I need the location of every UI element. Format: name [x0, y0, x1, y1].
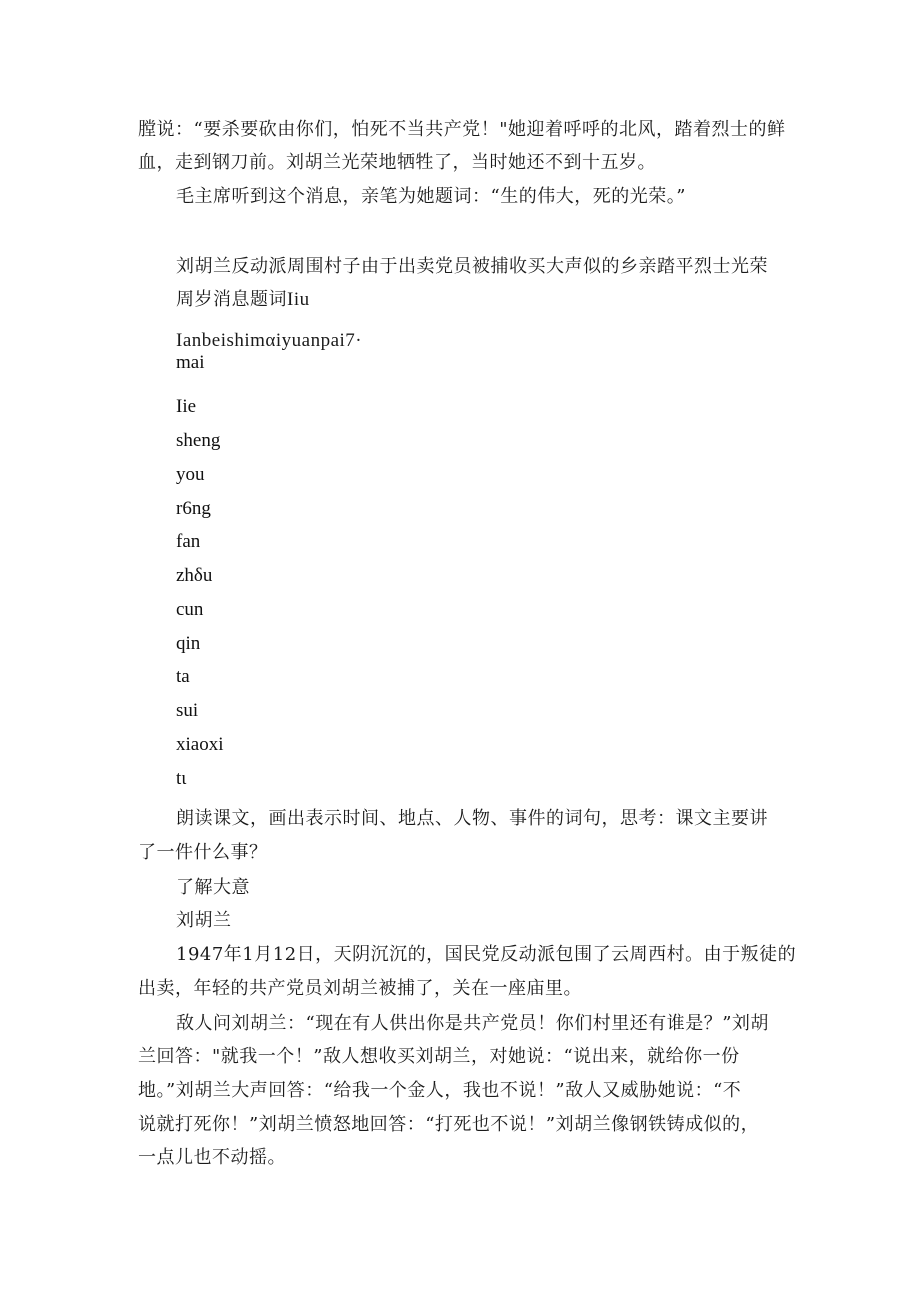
story-line: 说就打死你！”刘胡兰愤怒地回答：“打死也不说！”刘胡兰像钢铁铸成似的， — [138, 1114, 760, 1135]
pinyin-item: cun — [176, 599, 204, 620]
vocab-pinyin-fragment: Iiu — [287, 289, 310, 310]
vocab-words-line: 刘胡兰反动派周围村子由于出卖党员被捕收买大声似的乡亲踏平烈士光荣 — [176, 256, 768, 277]
pinyin-item: xiaoxi — [176, 734, 224, 755]
vocab-words-text: 周岁消息题词 — [176, 289, 287, 310]
paragraph-line: 膛说：“要杀要砍由你们，怕死不当共产党！"她迎着呼呼的北风，踏着烈士的鲜 — [138, 119, 786, 140]
pinyin-item: ta — [176, 666, 190, 687]
pinyin-item: sui — [176, 700, 199, 721]
pinyin-item: qin — [176, 633, 201, 654]
paragraph-line: 毛主席听到这个消息，亲笔为她题词：“生的伟大，死的光荣。” — [176, 186, 686, 207]
vocab-words-line — [176, 288, 310, 312]
story-line: 地。”刘胡兰大声回答：“给我一个金人，我也不说！”敌人又威胁她说：“不 — [138, 1080, 742, 1101]
story-line: 1947年1月12日，天阴沉沉的，国民党反动派包围了云周西村。由于叛徒的 — [176, 944, 797, 965]
pinyin-item: mai — [176, 352, 205, 373]
pinyin-item: you — [176, 464, 205, 485]
task-instruction: 了一件什么事？ — [138, 842, 268, 863]
pinyin-item: r6ng — [176, 498, 211, 519]
story-line: 兰回答："就我一个！”敌人想收买刘胡兰，对她说：“说出来，就给你一份 — [138, 1046, 740, 1067]
pinyin-item: Iie — [176, 396, 197, 417]
pinyin-item: fan — [176, 531, 201, 552]
lesson-title: 刘胡兰 — [176, 910, 232, 931]
story-line: 敌人问刘胡兰：“现在有人供出你是共产党员！你们村里还有谁是？”刘胡 — [176, 1013, 769, 1034]
story-line: 一点儿也不动摇。 — [138, 1147, 286, 1168]
story-line: 出卖，年轻的共产党员刘胡兰被捕了，关在一座庙里。 — [138, 978, 582, 999]
section-heading: 了解大意 — [176, 877, 250, 898]
paragraph-line: 血，走到钢刀前。刘胡兰光荣地牺牲了，当时她还不到十五岁。 — [138, 152, 656, 173]
vocab-pinyin-line: Ianbeishimαiyuanpai7· — [176, 330, 363, 351]
pinyin-item: sheng — [176, 430, 221, 451]
pinyin-item: zhδu — [176, 565, 213, 586]
pinyin-item: tι — [176, 768, 187, 789]
task-instruction: 朗读课文，画出表示时间、地点、人物、事件的词句，思考：课文主要讲 — [176, 808, 768, 829]
